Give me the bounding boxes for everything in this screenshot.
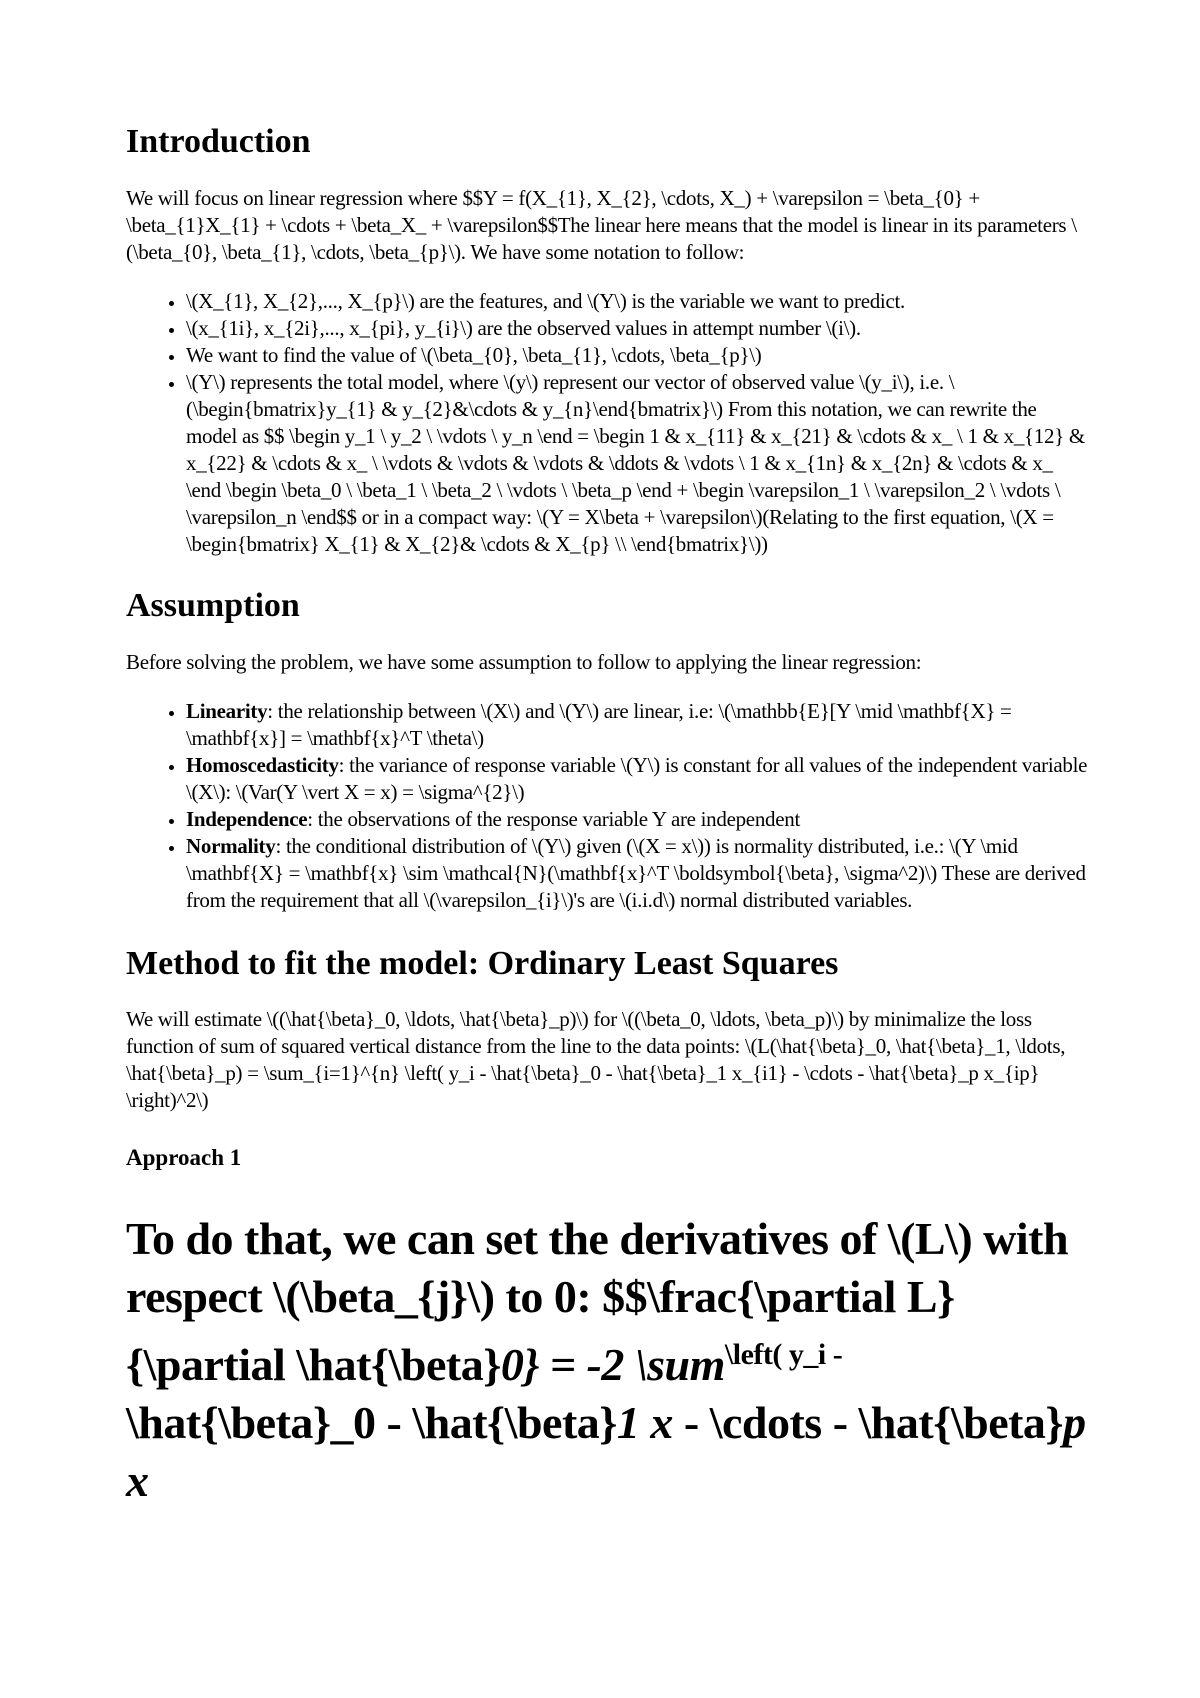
term-normality: Normality bbox=[186, 833, 276, 858]
big-text-italic: 1 x bbox=[616, 1396, 673, 1448]
term-homoscedasticity: Homoscedasticity bbox=[186, 752, 339, 777]
list-item-text: : the relationship between \(X\) and \(Y\) are linear, i.e: \(\mathbb{E}[Y \mid \mathbf{X} = \mathbf{x}] = \mathbf{x}^T \theta\) bbox=[186, 698, 1012, 750]
list-item bbox=[186, 806, 1090, 833]
list-item: • \(X_{1}, X_{2},..., X_{p}\) are the features, and \(Y\) is the variable we want to predict. bbox=[186, 288, 1090, 315]
term-independence: Independence bbox=[186, 806, 308, 831]
term-linearity: Linearity bbox=[186, 698, 268, 723]
approach-1-heading: Approach 1 bbox=[126, 1145, 242, 1171]
big-text-italic: p x bbox=[126, 1396, 1086, 1506]
introduction-paragraph: We will focus on linear regression where $$Y = f(X_{1}, X_{2}, \cdots, X_) + \varepsilon = \beta_{0} + \beta_{1}X_{1} + \cdots + \beta_X_ + \varepsilon$$The linear here means that the model is linear in its parameters \(\beta_{0}, \beta_{1}, \cdots, \beta_{p}\). We have some notation to follow: bbox=[126, 185, 1077, 264]
list-item: • \(Y\) represents the total model, where \(y\) represent our vector of observed value \(y_i\), i.e. \(\begin{bmatrix}y_{1} & y_{2}&\cdots & y_{n}\end{bmatrix}\) From this notation, we can rewrite the model as $$ \begin y_1 \ y_2 \ \vdots \ y_n \end = \begin 1 & x_{11} & x_{21} & \cdots & x_ \ 1 & x_{12} & x_{22} & \cdots & x_ \ \vdots & \vdots & \vdots & \ddots & \vdots \ 1 & x_{1n} & x_{2n} & \cdots & x_ \end \begin \beta_0 \ \beta_1 \ \beta_2 \ \vdots \ \beta_p \end + \begin \varepsilon_1 \ \varepsilon_2 \ \vdots \ \varepsilon_n \end$$ or in a compact way: \(Y = X\beta + \varepsilon\)(Relating to the first equation, \(X = \begin{bmatrix} X_{1} & X_{2}& \cdots & X_{p} \\ \end{bmatrix}\)) bbox=[186, 369, 1090, 558]
list-item bbox=[186, 833, 1090, 914]
assumption-list bbox=[126, 698, 1090, 914]
assumption-heading: Assumption bbox=[126, 586, 300, 624]
big-text-part: \hat{\beta}_0 - \hat{\beta} bbox=[126, 1396, 617, 1448]
notation-list bbox=[126, 288, 1090, 558]
method-heading: Method to fit the model: Ordinary Least Squares bbox=[126, 944, 839, 982]
list-item bbox=[186, 752, 1090, 806]
big-text-italic: 0} = -2 \sum bbox=[500, 1338, 725, 1390]
list-item bbox=[186, 698, 1090, 752]
introduction-heading: Introduction bbox=[126, 123, 311, 160]
big-text-part: To do that, we can set the derivatives of \(L\) with respect \(\beta_{j}\) to 0: $$\frac{\partial L}{\partial \hat{\beta} bbox=[126, 1212, 1069, 1390]
list-item-text: : the variance of response variable \(Y\) is constant for all values of the independent variable \(X\): \(Var(Y \vert X = x) = \sigma^{2}\) bbox=[186, 752, 1088, 804]
list-item: • \(x_{1i}, x_{2i},..., x_{pi}, y_{i}\) are the observed values in attempt number \(i\). bbox=[186, 315, 1090, 342]
method-paragraph: We will estimate \((\hat{\beta}_0, \ldots, \hat{\beta}_p)\) for \((\beta_0, \ldots, \beta_p)\) by minimalize the loss function of sum of squared vertical distance from the line to the data points: \(L(\hat{\beta}_0, \hat{\beta}_1, \ldots, \hat{\beta}_p) = \sum_{i=1}^{n} \left( y_i - \hat{\beta}_0 - \hat{\beta}_1 x_{i1} - \cdots - \hat{\beta}_p x_{ip} \right)^2\) bbox=[126, 1007, 1066, 1113]
big-text-superscript: \left( y_i - bbox=[724, 1337, 843, 1371]
list-item: • We want to find the value of \(\beta_{0}, \beta_{1}, \cdots, \beta_{p}\) bbox=[186, 342, 1090, 369]
list-item-text: : the observations of the response variable Y are independent bbox=[307, 806, 800, 831]
derivative-heading bbox=[126, 1210, 1090, 1510]
list-item-text: : the conditional distribution of \(Y\) given (\(X = x\)) is normality distributed, i.e.: \(Y \mid \mathbf{X} = \mathbf{x} \sim \mathcal{N}(\mathbf{x}^T \boldsymbol{\beta}, \sigma^2)\) These are derived from the requirement that all \(\varepsilon_{i}\)'s are \(i.i.d\) normal distributed variables. bbox=[186, 833, 1086, 912]
assumption-paragraph: Before solving the problem, we have some assumption to follow to applying the linear regression: bbox=[126, 649, 922, 674]
big-text-part: - \cdots - \hat{\beta} bbox=[672, 1396, 1064, 1448]
